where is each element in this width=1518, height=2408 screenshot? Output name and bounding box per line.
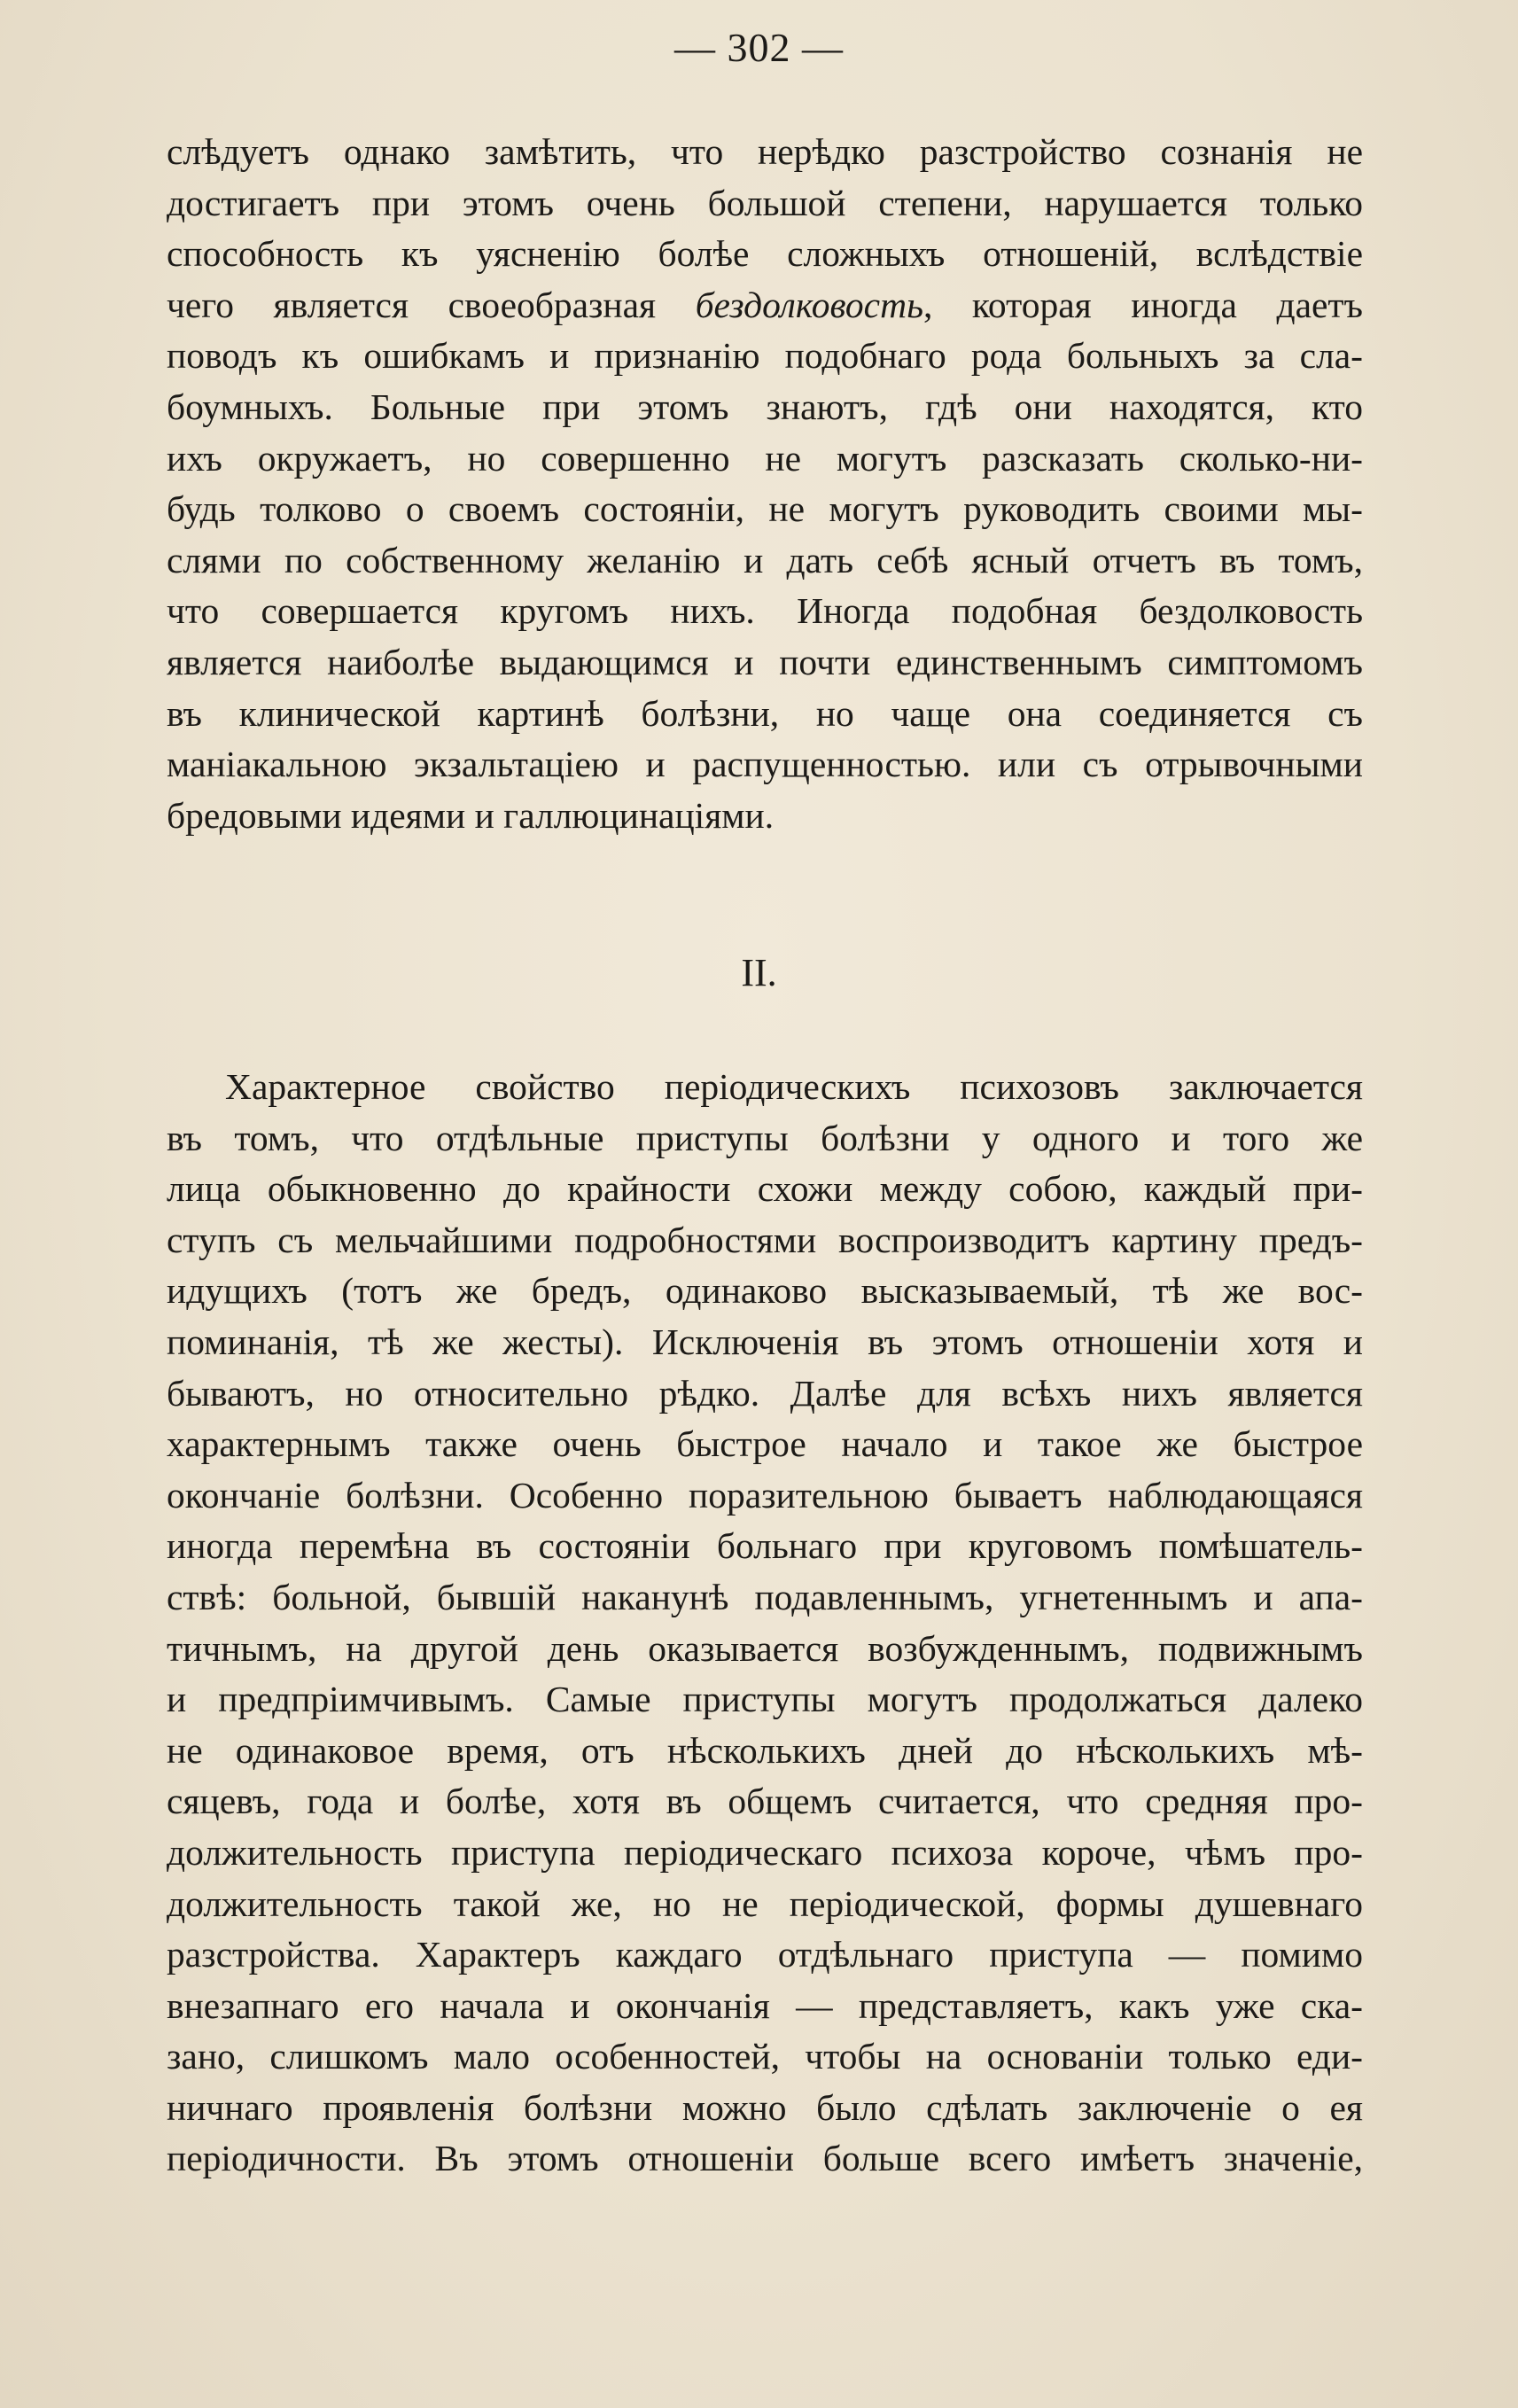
text-line: сяцевъ, года и болѣе, хотя въ общемъ считается, что средняя про- [167, 1781, 1363, 1822]
text-line: слями по собственному желанію и дать себѣ ясный отчетъ въ томъ, [167, 539, 1363, 581]
text-line-with-italic [167, 280, 1363, 331]
text-line: и предпріимчивымъ. Самые приступы могутъ продолжаться далеко [167, 1679, 1363, 1720]
text-line: должительность приступа періодическаго психоза короче, чѣмъ про- [167, 1831, 1363, 1873]
text-line: слѣдуетъ однако замѣтить, что нерѣдко разстройство сознанія не [167, 131, 1363, 172]
text-line: Характерное свойство періодическихъ психозовъ заключается [225, 1066, 1363, 1107]
text-line: ихъ окружаетъ, но совершенно не могутъ разсказать сколько-ни- [167, 437, 1363, 479]
paragraph-2 [167, 1062, 1363, 2185]
text-line: бываютъ, но относительно рѣдко. Далѣе для всѣхъ нихъ является [167, 1372, 1363, 1414]
text-segment: , которая иногда даетъ [922, 284, 1363, 325]
text-line: разстройства. Характеръ каждаго отдѣльнаго приступа — помимо [167, 1934, 1363, 1975]
text-line: не одинаковое время, отъ нѣсколькихъ дней до нѣсколькихъ мѣ- [167, 1729, 1363, 1771]
text-line: внезапнаго его начала и окончанія — представляетъ, какъ уже ска- [167, 1984, 1363, 2026]
text-segment: чего является своеобразная [167, 284, 657, 325]
text-line: бредовыми идеями и галлюцинаціями. [167, 794, 775, 836]
text-line: характернымъ также очень быстрое начало и такое же быстрое [167, 1423, 1363, 1465]
paragraph-1 [167, 127, 1363, 841]
text-line: способность къ уясненію болѣе сложныхъ отношеній, вслѣдствіе [167, 233, 1363, 275]
text-line: въ клинической картинѣ болѣзни, но чаще она соединяется съ [167, 692, 1363, 734]
text-line: зано, слишкомъ мало особенностей, чтобы на основаніи только еди- [167, 2036, 1363, 2077]
text-line: идущихъ (тотъ же бредъ, одинаково высказываемый, тѣ же вос- [167, 1270, 1363, 1312]
text-line: лица обыкновенно до крайности схожи между собою, каждый при- [167, 1168, 1363, 1210]
page-number: — 302 — [674, 25, 844, 70]
text-line: тичнымъ, на другой день оказывается возбужденнымъ, подвижнымъ [167, 1627, 1363, 1669]
text-line: въ томъ, что отдѣльные приступы болѣзни у одного и того же [167, 1117, 1363, 1158]
text-line: ствѣ: больной, бывшій наканунѣ подавленнымъ, угнетеннымъ и апа- [167, 1576, 1363, 1617]
text-line: достигаетъ при этомъ очень большой степени, нарушается только [167, 182, 1363, 223]
text-line: окончаніе болѣзни. Особенно поразительною бываетъ наблюдающаяся [167, 1474, 1363, 1516]
text-line: боумныхъ. Больные при этомъ знаютъ, гдѣ они находятся, кто [167, 386, 1363, 427]
text-line: что совершается кругомъ нихъ. Иногда подобная бездолковость [167, 590, 1363, 632]
text-line: иногда перемѣна въ состояніи больнаго при круговомъ помѣшатель- [167, 1525, 1363, 1567]
text-line: является наиболѣе выдающимся и почти единственнымъ симптомомъ [167, 641, 1363, 682]
text-line: поминанія, тѣ же жесты). Исключенія въ этомъ отношеніи хотя и [167, 1321, 1363, 1362]
text-line: будь толково о своемъ состояніи, не могутъ руководить своими мы- [167, 488, 1363, 530]
text-line: поводъ къ ошибкамъ и признанію подобнаго рода больныхъ за сла- [167, 335, 1363, 377]
section-heading: II. [741, 951, 777, 994]
text-line: ступъ съ мельчайшими подробностями воспроизводитъ картину предъ- [167, 1219, 1363, 1260]
text-line: маніакальною экзальтаціею и распущенностью. или съ отрывочными [167, 744, 1363, 785]
text-line: ничнаго проявленія болѣзни можно было сдѣлать заключеніе о ея [167, 2086, 1363, 2128]
text-line: должительность такой же, но не періодической, формы душевнаго [167, 1882, 1363, 1924]
text-line: періодичности. Въ этомъ отношеніи больше всего имѣетъ значеніе, [167, 2138, 1363, 2179]
italic-term: бездолковость [695, 284, 923, 325]
